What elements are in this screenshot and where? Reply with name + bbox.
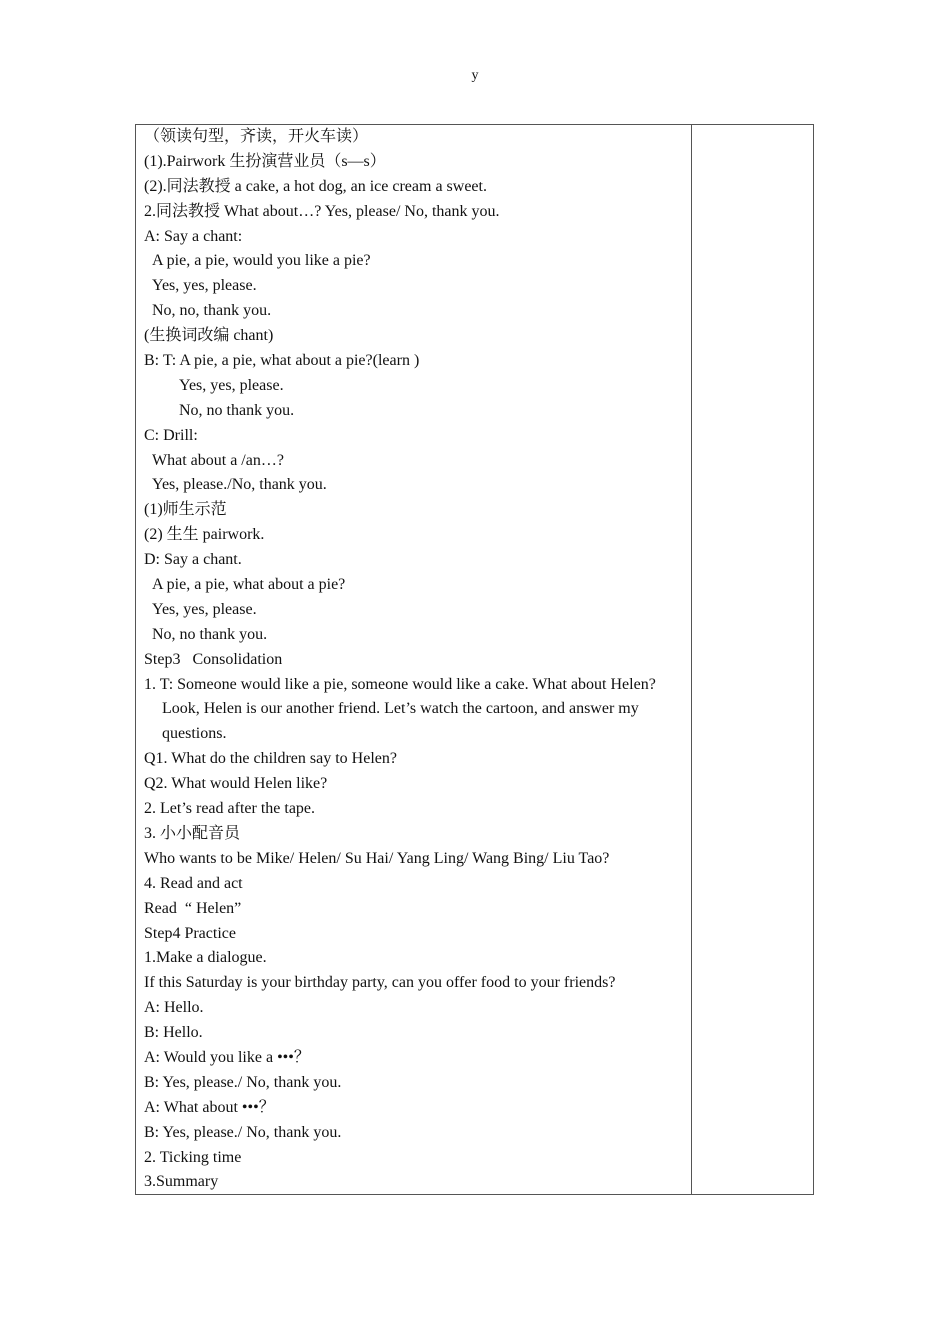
lesson-table [135,124,814,1195]
page-header: y [471,68,479,83]
chant-line: A pie, a pie, what about a pie? [152,576,346,594]
dialogue-line: B: Hello. [144,1024,203,1042]
text-line: 2.同法教授 What about…? Yes, please/ No, thank you. [144,202,500,220]
text-line: A: Say a chant: [144,227,243,245]
text-line: Q1. What do the children say to Helen? [144,750,397,768]
dialogue-line: B: Yes, please./ No, thank you. [144,1073,342,1091]
text-line: 2. Ticking time [144,1148,242,1166]
text-line: (生换词改编 chant) [144,327,274,345]
dialogue-line: A: Hello. [144,999,204,1017]
text-line: Read “ Helen” [144,899,242,917]
text-line: Q2. What would Helen like? [144,775,328,793]
text-line: 3.Summary [144,1173,219,1191]
text-line: (1)师生示范 [144,501,227,519]
text-line: B: T: A pie, a pie, what about a pie?(learn ) [144,352,420,370]
dialogue-line: A: What about •••？ [144,1098,275,1116]
chant-line: Yes, yes, please. [179,376,284,394]
text-line: 2. Let’s read after the tape. [144,800,316,818]
step-heading: Step4 Practice [144,924,236,942]
lesson-steps-cell [144,125,684,1195]
text-line: (1).Pairwork 生扮演营业员（s—s） [144,152,386,170]
chant-line: No, no thank you. [179,401,295,419]
chant-line: A pie, a pie, would you like a pie? [152,252,371,270]
chant-line: No, no thank you. [152,625,268,643]
text-line: (2) 生生 pairwork. [144,526,265,544]
text-line: C: Drill: [144,426,198,444]
text-line: 4. Read and act [144,874,243,892]
drill-line: Yes, please./No, thank you. [152,476,327,494]
text-line: 1.Make a dialogue. [144,949,267,967]
text-line: Who wants to be Mike/ Helen/ Su Hai/ Yang Ling/ Wang Bing/ Liu Tao? [144,849,610,867]
text-line: (2).同法教授 a cake, a hot dog, an ice cream a sweet. [144,177,487,195]
chant-line: No, no, thank you. [152,302,272,320]
text-line: If this Saturday is your birthday party, can you offer food to your friends? [144,974,616,992]
text-line: 3. 小小配音员 [144,824,241,842]
dialogue-line: A: Would you like a •••？ [144,1048,310,1066]
step-heading: Step3 Consolidation [144,650,283,668]
chant-line: Yes, yes, please. [152,600,257,618]
drill-line: What about a /an…? [152,451,284,469]
text-line: （领读句型，齐读，开火车读） [144,128,369,145]
text-line: 1. T: Someone would like a pie, someone would like a cake. What about Helen? [144,675,656,693]
text-line: D: Say a chant. [144,551,242,569]
text-line: questions. [162,725,227,743]
dialogue-line: B: Yes, please./ No, thank you. [144,1123,342,1141]
text-line: Look, Helen is our another friend. Let’s watch the cartoon, and answer my [162,700,639,718]
chant-line: Yes, yes, please. [152,277,257,295]
column-divider [691,125,692,1194]
